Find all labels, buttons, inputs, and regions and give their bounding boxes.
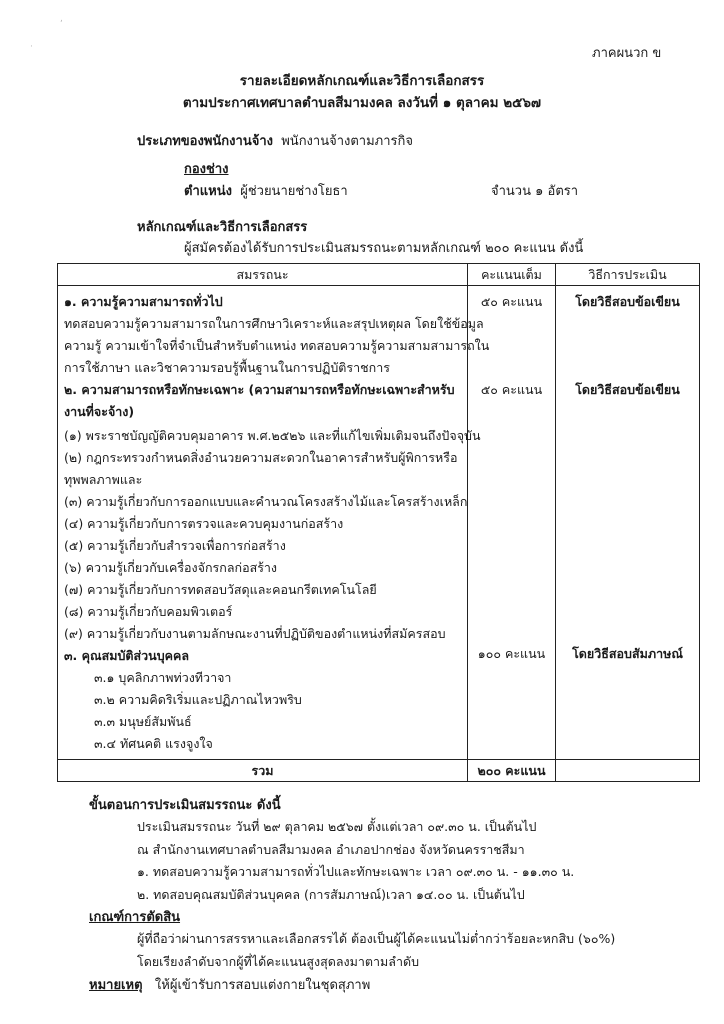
judging-line2: โดยเรียงลำดับจากผู้ที่ได้คะแนนสูงสุดลงมาตามลำดับ xyxy=(137,954,420,969)
section-title: ๑. ความรู้ความสามารถทั่วไป xyxy=(64,294,223,309)
judging-line1: ผู้ที่ถือว่าผ่านการสรรหาและเลือกสรรได้ ต้องเป็นผู้ได้คะแนนไม่ต่ำกว่าร้อยละหกสิบ (๖๐%) xyxy=(137,931,616,946)
section-line: ทดสอบความรู้ความสามารถในการศึกษาวิเคราะห์และสรุปเหตุผล โดยใช้ข้อมูล xyxy=(64,316,484,331)
procedure-line: ประเมินสมรรถนะ วันที่ ๒๙ ตุลาคม ๒๕๖๗ ตั้งแต่เวลา ๐๙.๓๐ น. เป็นต้นไป xyxy=(137,819,537,834)
criteria-table xyxy=(57,263,700,782)
section-method: โดยวิธีสอบข้อเขียน xyxy=(575,294,680,309)
section-method: โดยวิธีสอบสัมภาษณ์ xyxy=(572,646,683,661)
section-line: ๓.๒ ความคิดริเริ่มและปฏิภาณไหวพริบ xyxy=(94,692,302,707)
section-line: การใช้ภาษา และวิชาความรอบรู้พื้นฐานในการปฏิบัติราชการ xyxy=(64,360,390,375)
competency-cell xyxy=(58,286,490,760)
section-score: ๑๐๐ คะแนน xyxy=(477,646,546,661)
total-row xyxy=(58,760,700,782)
method-cell xyxy=(556,286,700,760)
section-line: (๓) ความรู้เกี่ยวกับการออกแบบและคำนวณโครงสร้างไม้และโครสร้างเหล็ก xyxy=(64,494,468,509)
division-heading: กองช่าง xyxy=(184,162,229,177)
procedure-line: ๑. ทดสอบความรู้ความสามารถทั่วไปและทักษะเฉพาะ เวลา ๐๙.๓๐ น. - ๑๑.๓๐ น. xyxy=(137,864,575,879)
employee-type-row xyxy=(137,130,413,151)
position-label: ตำแหน่ง xyxy=(184,184,232,199)
section-line: (๙) ความรู้เกี่ยวกับงานตามลักษณะงานที่ปฏิบัติของตำแหน่งที่สมัครสอบ xyxy=(64,626,446,641)
section-line: (๑) พระราชบัญญัติควบคุมอาคาร พ.ศ.๒๕๒๖ และที่แก้ไขเพิ่มเติมจนถึงปัจจุบัน xyxy=(64,428,481,443)
section-line: ๓.๓ มนุษย์สัมพันธ์ xyxy=(94,714,192,729)
position-row xyxy=(184,180,348,201)
criteria-heading: หลักเกณฑ์และวิธีการเลือกสรร xyxy=(137,220,308,235)
employee-type-label: ประเภทของพนักงานจ้าง xyxy=(137,134,273,149)
col-header-competency: สมรรถนะ xyxy=(58,264,468,286)
note-row xyxy=(89,974,370,995)
table-row xyxy=(58,286,700,760)
section-line: (๕) ความรู้เกี่ยวกับสำรวจเพื่อการก่อสร้าง xyxy=(64,538,286,553)
doc-title-line1: รายละเอียดหลักเกณฑ์และวิธีการเลือกสรร xyxy=(239,73,485,89)
note-label: หมายเหตุ xyxy=(89,978,143,993)
col-header-method: วิธีการประเมิน xyxy=(556,264,700,286)
total-method-empty xyxy=(556,760,700,782)
table-header-row xyxy=(58,264,700,286)
section-line: ๓.๑ บุคลิกภาพท่วงทีวาจา xyxy=(94,670,232,685)
section-line: ๓.๔ ทัศนคติ แรงจูงใจ xyxy=(94,736,213,751)
section-line: (๒) กฎกระทรวงกำหนดสิ่งอำนวยความสะดวกในอาคารสำหรับผู้พิการหรือทุพพลภาพและ xyxy=(64,450,458,487)
section-score: ๕๐ คะแนน xyxy=(480,294,543,309)
section-line: (๔) ความรู้เกี่ยวกับการตรวจและควบคุมงานก่อสร้าง xyxy=(64,516,344,531)
criteria-intro: ผู้สมัครต้องได้รับการประเมินสมรรถนะตามหลักเกณฑ์ ๒๐๐ คะแนน ดังนี้ xyxy=(184,241,584,256)
section-line: ความรู้ ความเข้าใจที่จำเป็นสำหรับตำแหน่ง ทดสอบความรู้ความสามสามารถใน xyxy=(64,338,490,353)
total-score: ๒๐๐ คะแนน xyxy=(468,760,556,782)
employee-type-value: พนักงานจ้างตามภารกิจ xyxy=(281,134,414,149)
section-method: โดยวิธีสอบข้อเขียน xyxy=(575,382,680,397)
scan-speck: · xyxy=(30,42,33,52)
col-header-full-score: คะแนนเต็ม xyxy=(468,264,556,286)
section-line: (๘) ความรู้เกี่ยวกับคอมพิวเตอร์ xyxy=(64,604,233,619)
position-value: ผู้ช่วยนายช่างโยธา xyxy=(240,184,348,199)
section-line: (๖) ความรู้เกี่ยวกับเครื่องจักรกลก่อสร้าง xyxy=(64,560,278,575)
note-text: ให้ผู้เข้ารับการสอบแต่งกายในชุดสุภาพ xyxy=(154,978,371,993)
section-title: ๒. ความสามารถหรือทักษะเฉพาะ (ความสามารถหรือทักษะเฉพาะสำหรับงานที่จะจ้าง) xyxy=(64,382,455,419)
position-count: จำนวน ๑ อัตรา xyxy=(491,184,579,199)
procedure-heading: ขั้นตอนการประเมินสมรรถนะ ดังนี้ xyxy=(89,798,281,813)
section-title: ๓. คุณสมบัติส่วนบุคคล xyxy=(64,648,190,663)
total-label: รวม xyxy=(58,760,468,782)
doc-title-line2: ตามประกาศเทศบาลตำบลสีมามงคล ลงวันที่ ๑ ตุลาคม ๒๕๖๗ xyxy=(182,95,542,111)
procedure-line: ณ สำนักงานเทศบาลตำบลสีมามงคล อำเภอปากช่อง จังหวัดนครราชสีมา xyxy=(137,842,525,857)
appendix-label: ภาคผนวก ข xyxy=(592,46,662,61)
section-line: (๗) ความรู้เกี่ยวกับการทดสอบวัสดุและคอนกรีตเทคโนโลยี xyxy=(64,582,377,597)
judging-heading: เกณฑ์การตัดสิน xyxy=(89,910,181,925)
section-score: ๕๐ คะแนน xyxy=(480,382,543,397)
scan-speck: , xyxy=(60,14,63,24)
score-cell xyxy=(468,286,556,760)
procedure-line: ๒. ทดสอบคุณสมบัติส่วนบุคคล (การสัมภาษณ์)เวลา ๑๔.๐๐ น. เป็นต้นไป xyxy=(137,887,525,902)
